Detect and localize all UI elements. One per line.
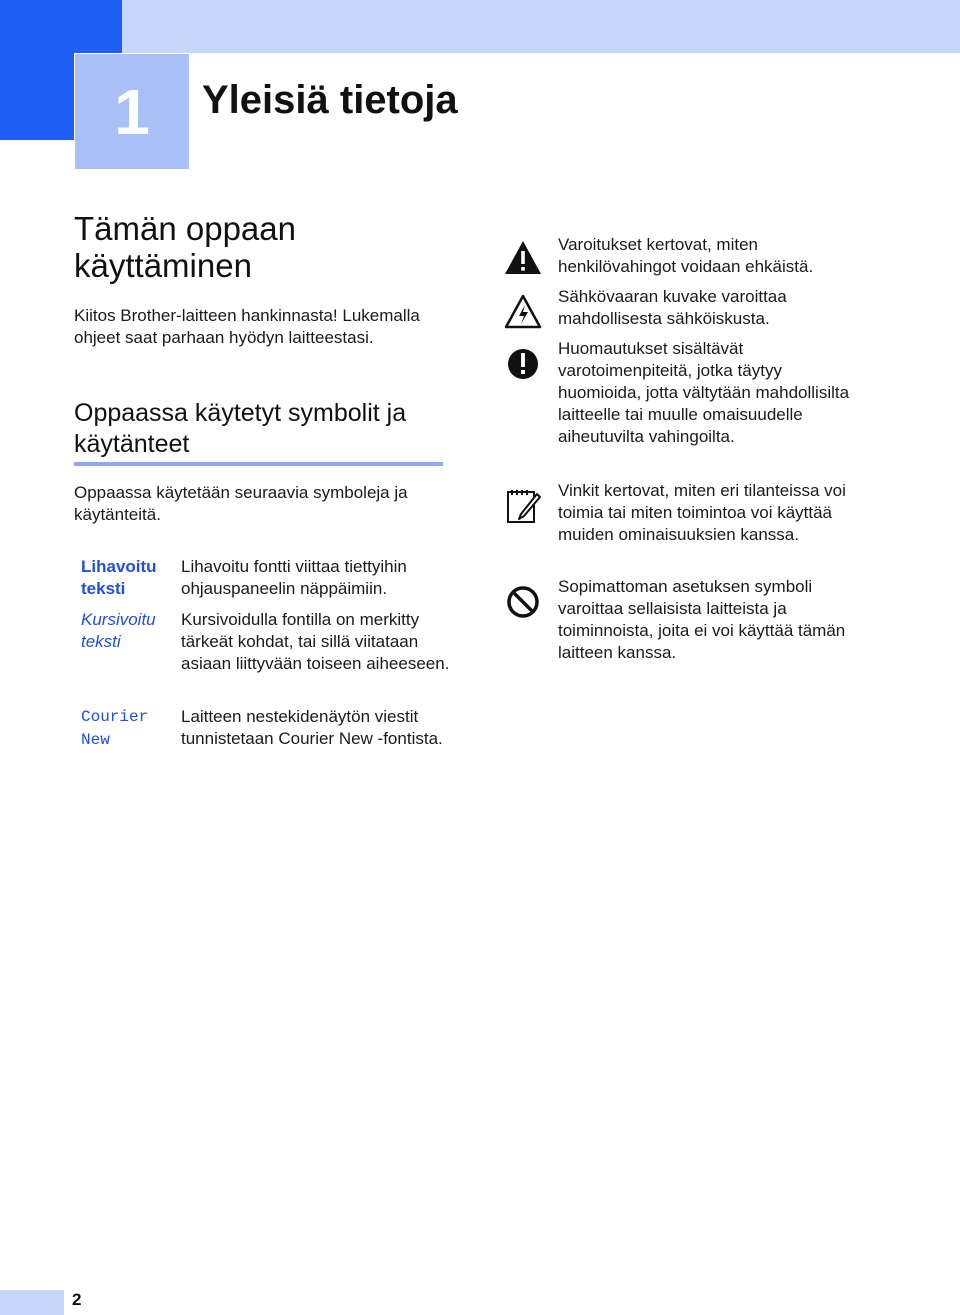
symbol-text-note: Vinkit kertovat, miten eri tilanteissa voi toimia tai miten toimintoa voi käyttää muiden ominaisuuksien kanssa.: [558, 481, 846, 544]
page-number: 2: [72, 1290, 82, 1309]
subsection-title: Oppaassa käytetyt symbolit ja käytänteet: [74, 399, 407, 458]
footer-bar: [0, 1290, 64, 1315]
chapter-title: Yleisiä tietoja: [202, 78, 458, 122]
symbol-text-electrical: Sähkövaaran kuvake varoittaa mahdollisesta sähköiskusta.: [558, 287, 787, 328]
electrical-hazard-icon: [503, 292, 543, 332]
symbol-text-caution: Huomautukset sisältävät varotoimenpiteitä, jotka täytyy huomioida, jotta vältytään mahdollisilta laitteelle tai muulle omaisuudelle aiheutuvilta vahingoilta.: [558, 339, 850, 446]
convention-term-courier: Courier New: [81, 708, 149, 749]
convention-description-courier: Laitteen nestekidenäytön viestit tunnistetaan Courier New -fontista.: [181, 707, 443, 748]
convention-description-bold: Lihavoitu fontti viittaa tiettyihin ohjauspaneelin näppäimiin.: [181, 557, 407, 598]
chapter-number: 1: [114, 75, 150, 148]
chapter-number-box: [74, 53, 190, 170]
warning-triangle-icon: [503, 238, 543, 278]
caution-exclamation-icon: [503, 344, 543, 384]
symbol-text-warning: Varoitukset kertovat, miten henkilövahingot voidaan ehkäistä.: [558, 235, 814, 276]
header-band-light: [122, 0, 960, 53]
subsection-rule: [74, 462, 443, 466]
section-intro: Kiitos Brother-laitteen hankinnasta! Lukemalla ohjeet saat parhaan hyödyn laitteestasi.: [74, 306, 420, 347]
convention-description-italic: Kursivoidulla fontilla on merkitty tärkeät kohdat, tai sillä viitataan asiaan liittyvään toiseen aiheeseen.: [181, 610, 450, 673]
convention-term-bold: Lihavoitu teksti: [81, 557, 157, 598]
symbol-text-prohibited: Sopimattoman asetuksen symboli varoittaa sellaisista laitteista ja toiminnoista, joita ei voi käyttää tämän laitteen kanssa.: [558, 577, 846, 662]
convention-term-italic: Kursivoitu teksti: [81, 610, 156, 651]
subsection-intro: Oppaassa käytetään seuraavia symboleja ja käytänteitä.: [74, 483, 408, 524]
prohibited-icon: [503, 582, 543, 622]
section-title: Tämän oppaan käyttäminen: [74, 210, 296, 284]
note-pencil-icon: [503, 486, 543, 526]
